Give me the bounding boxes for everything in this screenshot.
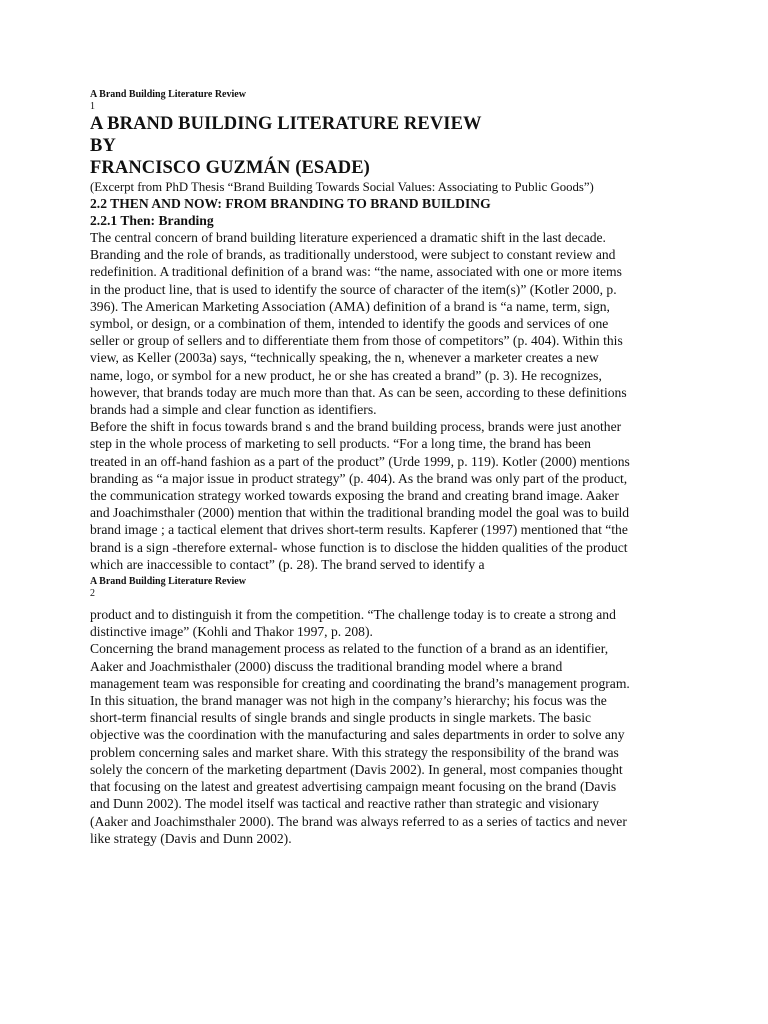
paragraph-2-part-2: product and to distinguish it from the competition. “The challenge today is to create a strong and distinctive image” (Kohli and Thakor 1997, p. 208). xyxy=(90,607,616,640)
running-header-2: A Brand Building Literature Review xyxy=(90,576,246,588)
paragraph-1: The central concern of brand building literature experienced a dramatic shift in the last decade. Branding and the role of brands, as traditionally understood, were subject to constant review and redefinition. A traditional definition of a brand was: “the name, associated with one or more items in the product line, that is used to identify the source of character of the item(s)” (Kotler 2000, p. 396). The American Marketing Association (AMA) definition of a brand is “a name, term, sign, symbol, or design, or a combination of them, intended to identify the goods and services of one seller or group of sellers and to differentiate them from those of competitors” (p. 404). Within this view, as Keller (2003a) says, “technically speaking, the n, whenever a marketer creates a new name, logo, or symbol for a new product, he or she has created a brand” (p. 3). He recognizes, however, that brands today are much more than that. As can be seen, according to these definitions brands had a simple and clear function as identifiers. xyxy=(90,230,627,418)
subsection-heading: 2.2.1 Then: Branding xyxy=(90,213,214,228)
paragraph-2-part-1: Before the shift in focus towards brand s and the brand building process, brands were just another step in the whole process of marketing to sell products. “For a long time, the brand has been treated in an off-hand fashion as a part of the product” (Urde 1999, p. 119). Kotler (2000) mentions branding as “a major issue in product strategy” (p. 404). As the brand was only part of the product, the communication strategy worked towards exposing the brand and creating brand image. Aaker and Joachimsthaler (2000) mention that within the traditional branding model the goal was to build brand image ; a tactical element that drives short-term results. Kapferer (1997) mentioned that “the brand is a sign -therefore external- whose function is to disclose the hidden qualities of the product which are inaccessible to contact” (p. 28). The brand served to identify a xyxy=(90,419,630,572)
document-title-line-2: BY xyxy=(90,136,116,156)
document-author: FRANCISCO GUZMÁN (ESADE) xyxy=(90,158,370,178)
page-number-2: 2 xyxy=(90,588,95,600)
running-header: A Brand Building Literature Review xyxy=(90,89,246,100)
page-number: 1 xyxy=(90,101,95,112)
section-heading: 2.2 THEN AND NOW: FROM BRANDING TO BRAND BUILDING xyxy=(90,196,491,211)
document-subtitle: (Excerpt from PhD Thesis “Brand Building Towards Social Values: Associating to Public Goods”) xyxy=(90,180,594,194)
paragraph-3: Concerning the brand management process as related to the function of a brand as an identifier, Aaker and Joachmisthaler (2000) discuss the traditional branding model where a brand management team was responsible for creating and coordinating the brand’s management program. In this situation, the brand manager was not high in the company’s hierarchy; his focus was the short-term financial results of single brands and single products in single markets. The basic objective was the coordination with the manufacturing and sales departments in order to solve any problem concerning sales and market share. With this strategy the responsibility of the brand was solely the concern of the marketing department (Davis 2002). In general, most companies thought that focusing on the latest and greatest advertising campaign meant focusing on the brand (Davis and Dunn 2002). The model itself was tactical and reactive rather than strategic and visionary (Aaker and Joachimsthaler 2000). The brand was always referred to as a series of tactics and never like strategy (Davis and Dunn 2002). xyxy=(90,641,630,846)
document-title-line-1: A BRAND BUILDING LITERATURE REVIEW xyxy=(90,114,482,134)
document-content xyxy=(90,88,630,847)
